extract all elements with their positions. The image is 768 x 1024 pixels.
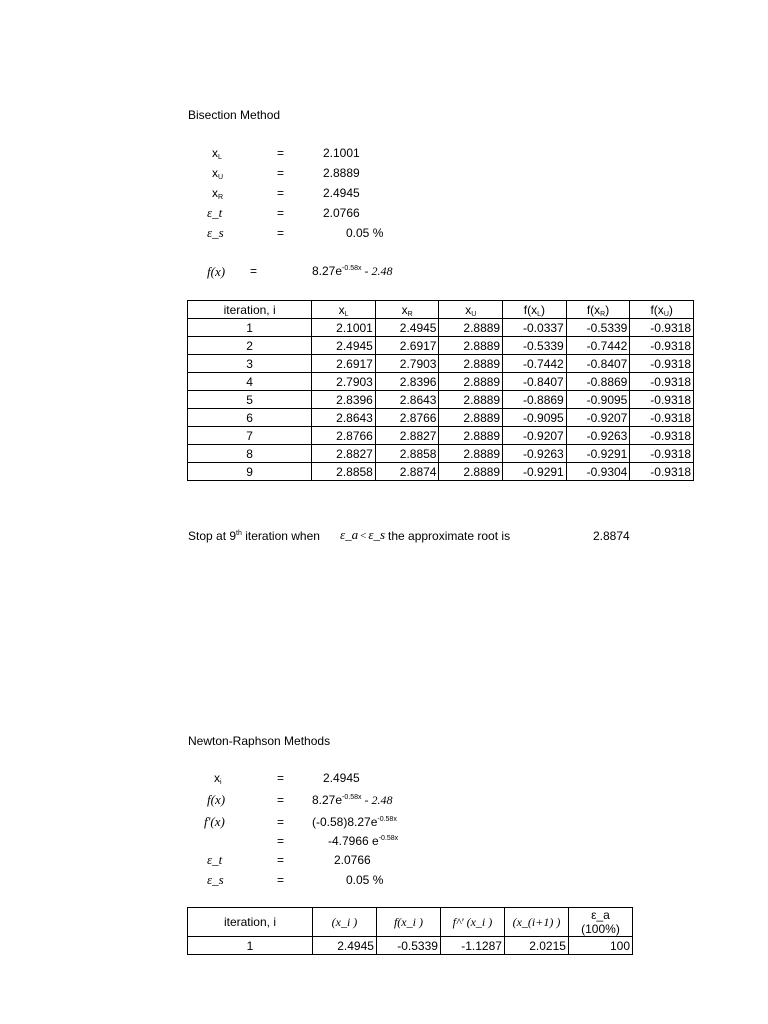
table-row: 1 2.4945 -0.5339 -1.1287 2.0215 100	[188, 937, 633, 955]
nr-function-label: f(x)	[207, 792, 226, 807]
nr-eps-t-label: ε_t	[207, 852, 223, 867]
approximate-root: 2.8874	[593, 529, 630, 543]
header-fxl: $f(x_L)$	[503, 301, 567, 319]
nr-eps-s-label: ε_s	[207, 872, 224, 887]
derivative-expression: $(-0.58)8.27e^{-0.58x}$	[312, 815, 397, 829]
header-fprime-xi: f^' (x_i )	[440, 908, 504, 937]
nr-eps-s-eq: =	[277, 873, 285, 887]
table-row: 4 2.7903 2.8396 2.8889 -0.8407 -0.8869 -0.9318	[188, 373, 694, 391]
newton-title: Newton-Raphson Methods	[188, 734, 331, 748]
table-row: 3 2.6917 2.7903 2.8889 -0.7442 -0.8407 -0.9318	[188, 355, 694, 373]
table-row: 6 2.8643 2.8766 2.8889 -0.9095 -0.9207 -0.9318	[188, 409, 694, 427]
header-fxi: f(x_i )	[376, 908, 440, 937]
nr-function-expression: $8.27e^{-0.58x} - 2.48$	[312, 793, 393, 807]
eps-s-eq: =	[277, 226, 285, 240]
header-xi: (x_i )	[312, 908, 376, 937]
xl-value: 2.1001	[323, 146, 360, 160]
bisection-table	[187, 300, 694, 481]
eps-s-value: 0.05 %	[346, 226, 384, 240]
header-xr: $x_R$	[375, 301, 439, 319]
table-row: 7 2.8766 2.8827 2.8889 -0.9207 -0.9263 -0.9318	[188, 427, 694, 445]
function-expression: $8.27e^{-0.58x} - 2.48$	[312, 264, 393, 278]
xi-label: $x_i$	[214, 771, 222, 786]
function-label: f(x)	[207, 264, 226, 279]
xr-value: 2.4945	[323, 186, 360, 200]
xl-eq: =	[277, 146, 285, 160]
header-xi-plus-1: (x_(i+1) )	[504, 908, 568, 937]
table-row: 1 2.1001 2.4945 2.8889 -0.0337 -0.5339 -0.9318	[188, 319, 694, 337]
header-eps-a: ε_a (100%)	[568, 908, 632, 937]
nr-function-eq: =	[277, 793, 285, 807]
table-row: 2 2.4945 2.6917 2.8889 -0.5339 -0.7442 -0.9318	[188, 337, 694, 355]
eps-s-label: ε_s	[207, 225, 224, 240]
stop-condition: Stop at 9th iteration when	[188, 529, 320, 543]
newton-table	[187, 907, 633, 955]
header-xu: $x_U$	[439, 301, 503, 319]
eps-t-eq: =	[277, 206, 285, 220]
derivative-simplified-eq: =	[277, 834, 285, 848]
bisection-header-row	[188, 301, 694, 319]
header-fxr: $f(x_R)$	[566, 301, 630, 319]
function-eq: =	[250, 264, 258, 278]
header-iteration: iteration, i	[188, 301, 312, 319]
newton-header-row	[188, 908, 633, 937]
table-row: 8 2.8827 2.8858 2.8889 -0.9263 -0.9291 -0.9318	[188, 445, 694, 463]
xu-value: 2.8889	[323, 166, 360, 180]
xi-eq: =	[277, 771, 285, 785]
derivative-label: f'(x)	[204, 814, 225, 829]
bisection-title: Bisection Method	[188, 108, 281, 122]
header-fxu: $f(x_U)$	[630, 301, 694, 319]
header-xl: $x_L$	[312, 301, 376, 319]
nr-eps-t-value: 2.0766	[334, 853, 371, 867]
xu-eq: =	[277, 166, 285, 180]
stop-eps-compare: ε_a < ε_s	[340, 527, 386, 542]
table-row: 9 2.8858 2.8874 2.8889 -0.9291 -0.9304 -0.9318	[188, 463, 694, 481]
eps-t-label: ε_t	[207, 205, 223, 220]
derivative-simplified: -4.7966 $e^{-0.58x}$	[328, 834, 399, 848]
xr-label: $x_R$	[212, 186, 224, 201]
root-label: the approximate root is	[388, 529, 511, 543]
nr-eps-s-value: 0.05 %	[346, 873, 384, 887]
xi-value: 2.4945	[323, 771, 360, 785]
xr-eq: =	[277, 186, 285, 200]
header-iteration: iteration, i	[188, 908, 313, 937]
eps-t-value: 2.0766	[323, 206, 360, 220]
xl-label: $x_L$	[212, 146, 222, 161]
nr-eps-t-eq: =	[277, 853, 285, 867]
table-row: 5 2.8396 2.8643 2.8889 -0.8869 -0.9095 -0.9318	[188, 391, 694, 409]
xu-label: $x_U$	[212, 166, 224, 181]
derivative-eq: =	[277, 815, 285, 829]
